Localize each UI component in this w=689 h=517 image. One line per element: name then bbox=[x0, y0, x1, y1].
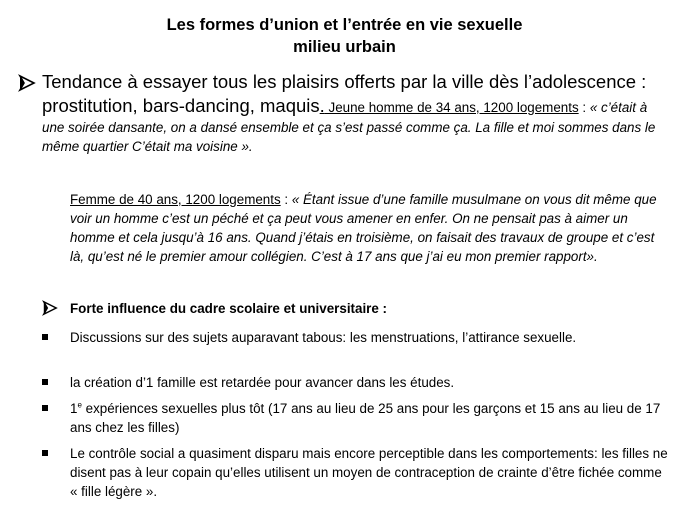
list-item-superscript: e bbox=[77, 400, 82, 410]
list-item bbox=[70, 444, 670, 501]
title-line-2: milieu urbain bbox=[293, 38, 396, 56]
square-bullet-icon bbox=[42, 405, 48, 411]
square-bullet-icon bbox=[42, 450, 48, 456]
list-item-prefix: 1 bbox=[70, 401, 78, 416]
speaker-1-separator: : bbox=[578, 100, 590, 115]
bullet-2 bbox=[70, 299, 670, 318]
bullet-1-main-text: Tendance à essayer tous les plaisirs offerts par la ville dès l’adolescence : prostitution, bars-dancing, maquis bbox=[42, 71, 647, 116]
list-item-text: Discussions sur des sujets auparavant tabous: les menstruations, l’attirance sexuelle. bbox=[70, 330, 577, 345]
speaker-2-label: Femme de 40 ans, 1200 logements bbox=[70, 192, 281, 207]
speaker-1-label: Jeune homme de 34 ans, 1200 logements bbox=[324, 100, 579, 115]
title-line-1: Les formes d’union et l’entrée en vie sexuelle bbox=[166, 16, 523, 34]
square-bullet-icon bbox=[42, 334, 48, 340]
arrow-bullet-icon bbox=[42, 300, 60, 320]
bullet-2-text: Forte influence du cadre scolaire et universitaire : bbox=[70, 301, 388, 316]
list-item-text: la création d’1 famille est retardée pour avancer dans les études. bbox=[70, 375, 455, 390]
speaker-2-separator: : bbox=[280, 192, 292, 207]
bullet-1-period: . bbox=[319, 95, 325, 116]
speaker-2-quote: « Étant issue d’une famille musulmane on vous dit même que voir un homme c’est un péché et ça peut vous amener en enfer. On ne pensait pas à aimer un homme et cela jusqu’à 16 ans. Quand j’étais en troisième, on faisait des travaux de groupe et c’est là, qu’est né le premier amour collégien. C’est à 17 ans que j’ai eu mon premier rapport». bbox=[70, 192, 657, 264]
bullet-1 bbox=[42, 70, 670, 156]
slide-title bbox=[0, 14, 689, 58]
speaker-2-block bbox=[70, 190, 670, 266]
list-item bbox=[70, 328, 670, 347]
list-item bbox=[70, 399, 670, 437]
list-item-text: expériences sexuelles plus tôt (17 ans au lieu de 25 ans pour les garçons et 15 ans au lieu de 17 ans chez les filles) bbox=[70, 401, 661, 435]
arrow-bullet-icon bbox=[18, 74, 36, 94]
list-item bbox=[70, 373, 670, 392]
list-item-text: Le contrôle social a quasiment disparu mais encore perceptible dans les comportements: les filles ne disent pas à leur copain qu’elles utilisent un moyen de contraception de crainte d’être fichée comme « fille légère ». bbox=[70, 446, 668, 499]
speaker-1-quote: « c’était à une soirée dansante, on a dansé ensemble et ça s’est passé comme ça. La fille et moi sommes dans le même quartier C’était ma voisine ». bbox=[42, 100, 656, 154]
square-bullet-icon bbox=[42, 379, 48, 385]
